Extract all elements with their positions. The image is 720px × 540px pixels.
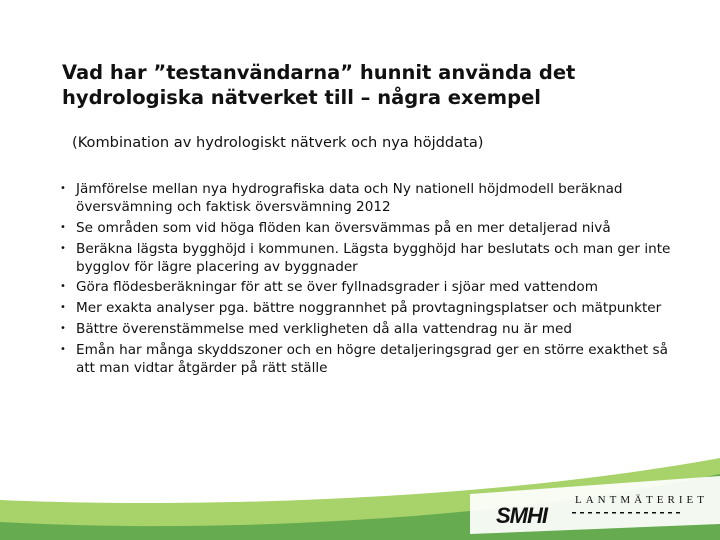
bullet-text: Emån har många skyddszoner och en högre detaljeringsgrad ger en större exakthet så att man vidtar åtgärder på rätt ställe: [76, 341, 668, 376]
footer-graphic: [0, 450, 720, 540]
dot-segment: [668, 512, 672, 514]
bullet-text: Bättre överenstämmelse med verkligheten då alla vattendrag nu är med: [76, 320, 572, 337]
dot-segment: [596, 512, 600, 514]
bullet-dot: •: [60, 183, 66, 194]
bullet-dot: •: [60, 221, 66, 233]
bullet-text: Mer exakta analyser pga. bättre noggrannhet på provtagningsplatser och mätpunkter: [76, 300, 662, 317]
bullet-item: [60, 219, 680, 237]
bullet-item: [60, 180, 680, 216]
bullet-dot: •: [60, 343, 66, 355]
dot-segment: [636, 512, 640, 514]
bullet-list: [60, 180, 680, 380]
bullet-text: Beräkna lägsta bygghöjd i kommunen. Lägsta bygghöjd har beslutats och man ger inte bygglov för lägre placering av byggnader: [76, 240, 671, 275]
bullet-item: [60, 278, 680, 296]
bullet-text: Jämförelse mellan nya hydrografiska data och Ny nationell höjdmodell beräknad översvämning och faktisk översvämning 2012: [76, 181, 623, 215]
bullet-dot: •: [60, 302, 66, 314]
bullet-item: [60, 299, 680, 317]
dot-segment: [572, 512, 576, 514]
dot-segment: [604, 512, 608, 514]
bullet-dot: •: [60, 281, 66, 293]
slide-title-line-2: hydrologiska nätverket till – några exempel: [62, 86, 541, 109]
dot-segment: [588, 512, 592, 514]
smhi-logo: SMHI: [496, 503, 547, 528]
bullet-item: [60, 320, 680, 338]
bullet-text: Göra flödesberäkningar för att se över fyllnadsgrader i sjöar med vattendom: [76, 279, 598, 296]
bullet-text: Se områden som vid höga flöden kan översvämmas på en mer detaljerad nivå: [76, 219, 611, 236]
bullet-item: [60, 240, 680, 276]
dot-segment: [660, 512, 664, 514]
slide-subtitle: (Kombination av hydrologiskt nätverk och nya höjddata): [72, 134, 484, 151]
dot-segment: [652, 512, 656, 514]
lantmateriet-logo: LANTMÄTERIET: [575, 494, 708, 506]
dot-segment: [628, 512, 632, 514]
dot-segment: [620, 512, 624, 514]
bullet-dot: •: [60, 322, 66, 334]
bullet-dot: •: [60, 242, 66, 254]
dot-segment: [676, 512, 680, 514]
dot-segment: [612, 512, 616, 514]
footer: [0, 450, 720, 540]
bullet-item: [60, 341, 680, 377]
dot-segment: [644, 512, 648, 514]
dot-segment: [580, 512, 584, 514]
slide-title: [62, 60, 682, 110]
slide-title-line-1: Vad har ”testanvändarna” hunnit använda det: [62, 61, 576, 84]
